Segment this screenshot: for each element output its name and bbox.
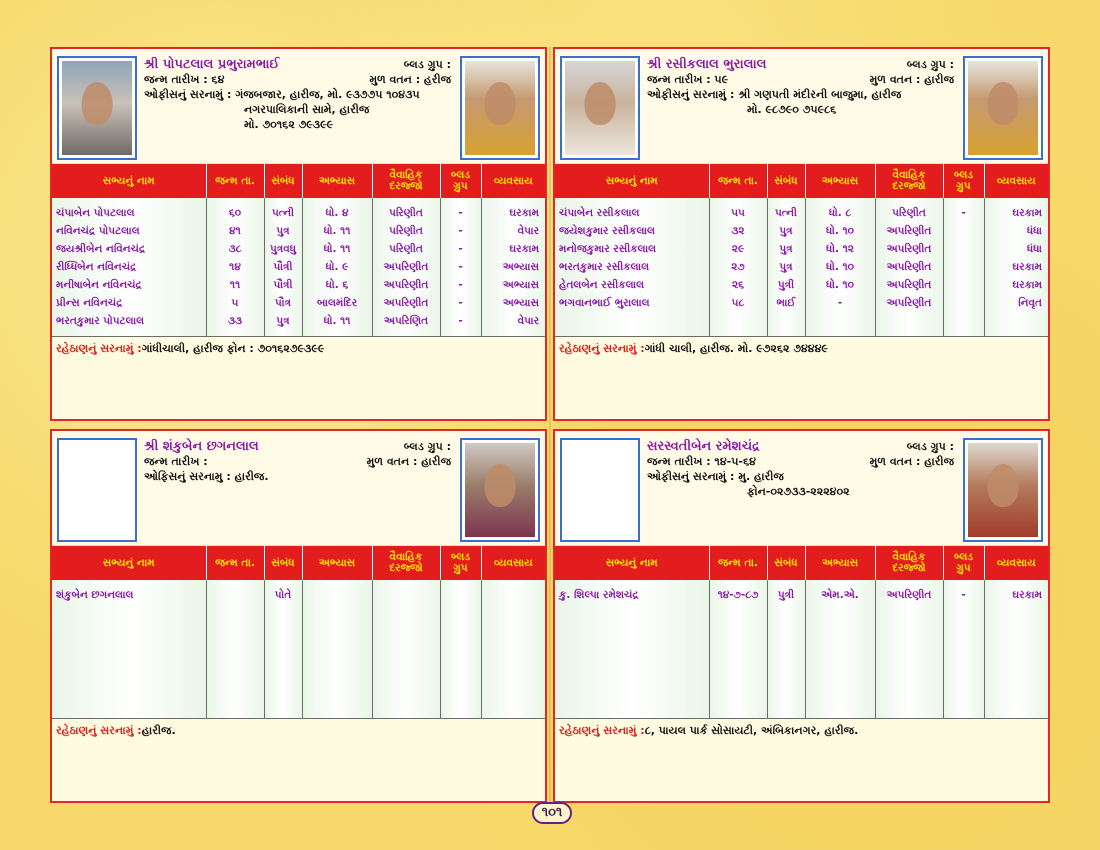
col-occupation: વ્યવસાય <box>984 546 1048 580</box>
blood-group-label: બ્લડ ગ્રુપ : <box>403 440 451 453</box>
col-education: અભ્યાસ <box>302 546 372 580</box>
table-row <box>52 222 545 240</box>
member-occupation: અભ્યાસ <box>481 294 545 312</box>
member-occupation: ઘરકામ <box>984 204 1048 222</box>
residence-address <box>52 719 545 743</box>
head-name: શ્રી શંકુબેન છગનલાલ <box>144 439 259 454</box>
member-age <box>206 586 264 604</box>
residence-address-label: રહેઠાણનું સરનામું : <box>56 724 142 737</box>
member-name: રીધ્ધિબેન નવિનચંદ્ર <box>52 258 206 276</box>
member-blood: - <box>440 204 481 222</box>
member-age: ૧૪ <box>206 258 264 276</box>
member-marital: અપરિણીત <box>875 294 943 312</box>
member-occupation: ધંધા <box>984 240 1048 258</box>
member-blood <box>943 258 984 276</box>
card-header <box>555 49 1048 164</box>
member-marital: અપરિણીત <box>875 276 943 294</box>
col-marital-status: વૈવાહિક દરજ્જો <box>372 546 440 580</box>
member-blood: - <box>943 586 984 604</box>
page-spine <box>549 47 551 804</box>
member-relation: પુત્રી <box>767 586 805 604</box>
member-age: ૨૭ <box>709 258 767 276</box>
member-education: ધો. ૬ <box>302 276 372 294</box>
head-photo <box>57 56 137 160</box>
member-relation: પત્ની <box>264 204 302 222</box>
member-age: ૬૦ <box>206 204 264 222</box>
member-blood <box>943 240 984 258</box>
residence-address-value: હારીજ. <box>141 724 176 737</box>
member-relation: પૌત્રી <box>264 276 302 294</box>
office-address-line: ઓફીસનું સરનામું : ગંજબજાર, હારીજ, મો. ૯૩૭૭૫ ૧૦૪૩૫ <box>144 88 420 101</box>
residence-address-value: ગાંધી ચાલી, હારીજ. મો. ૯૭૨૬૨ ૭૪૪૪૯ <box>644 342 828 355</box>
col-occupation: વ્યવસાય <box>481 546 545 580</box>
members-table-area <box>555 164 1048 337</box>
col-marital-status: વૈવાહિક દરજ્જો <box>372 164 440 198</box>
blood-group-label: બ્લડ ગ્રુપ : <box>403 58 451 71</box>
family-card-2 <box>553 47 1050 421</box>
member-marital: પરિણીત <box>372 204 440 222</box>
member-age: ૩૨ <box>709 222 767 240</box>
member-relation: ભાઈ <box>767 294 805 312</box>
members-table <box>555 546 1048 719</box>
member-marital: પરિણીત <box>875 204 943 222</box>
table-row <box>555 222 1048 240</box>
member-occupation <box>481 586 545 604</box>
office-address-line: મો. ૯૮૭૯૦ ૭૫૯૮૬ <box>747 103 837 116</box>
residence-address <box>52 337 545 361</box>
member-marital: અપરિણીત <box>372 294 440 312</box>
col-birth-date: જન્મ તા. <box>206 546 264 580</box>
member-blood <box>943 294 984 312</box>
member-education: ધો. ૧૦ <box>805 276 875 294</box>
member-education: એમ.એ. <box>805 586 875 604</box>
blood-group-label: બ્લડ ગ્રુપ : <box>906 440 954 453</box>
member-marital: અપરિણીત <box>875 240 943 258</box>
member-blood: - <box>440 312 481 330</box>
member-name: જયેશકુમાર રસીકલાલ <box>555 222 709 240</box>
table-row <box>52 276 545 294</box>
member-occupation: વેપાર <box>481 222 545 240</box>
member-marital: અપરિણીત <box>875 222 943 240</box>
member-blood: - <box>943 204 984 222</box>
birth-date: જન્મ તારીખ : ૬૪ <box>144 73 225 86</box>
member-blood: - <box>440 276 481 294</box>
residence-address <box>555 719 1048 743</box>
col-blood-group: બ્લડ ગ્રુપ <box>440 546 481 580</box>
residence-address-value: ગાંધીચાલી, હારીજ ફોન : ૭૦૧૬૨૭૯૩૯૯ <box>141 342 325 355</box>
member-name: હેતલબેન રસીકલાલ <box>555 276 709 294</box>
member-occupation: ઘરકામ <box>984 276 1048 294</box>
table-row <box>52 258 545 276</box>
member-age: ૨૬ <box>709 276 767 294</box>
col-relation: સંબંધ <box>767 164 805 198</box>
birth-date: જન્મ તારીખ : ૫૯ <box>647 73 729 86</box>
members-table-area <box>52 546 545 719</box>
member-education: ધો. ૮ <box>805 204 875 222</box>
member-occupation: ઘરકામ <box>481 204 545 222</box>
member-education: ધો. ૪ <box>302 204 372 222</box>
member-name: ભરતકુમાર પોપટલાલ <box>52 312 206 330</box>
residence-address-value: ૮, પાયલ પાર્ક સોસાયટી, અંબિકાનગર, હારીજ. <box>644 724 859 737</box>
col-occupation: વ્યવસાય <box>481 164 545 198</box>
member-occupation: વેપાર <box>481 312 545 330</box>
members-table-area <box>555 546 1048 719</box>
col-member-name: સભ્યનું નામ <box>52 164 206 198</box>
member-relation: પુત્ર <box>264 222 302 240</box>
members-table <box>52 546 545 719</box>
page-number: ૧૦૧ <box>532 802 572 824</box>
residence-address-label: રહેઠાણનું સરનામું : <box>56 342 142 355</box>
col-marital-status: વૈવાહિક દરજ્જો <box>875 164 943 198</box>
family-card-3 <box>50 429 547 803</box>
member-education: ધો. ૧૧ <box>302 312 372 330</box>
col-birth-date: જન્મ તા. <box>206 164 264 198</box>
member-education <box>302 586 372 604</box>
col-occupation: વ્યવસાય <box>984 164 1048 198</box>
member-occupation: અભ્યાસ <box>481 276 545 294</box>
birth-date: જન્મ તારીખ : <box>144 455 208 468</box>
member-marital: અપરિણીત <box>372 276 440 294</box>
member-age: ૫૫ <box>709 204 767 222</box>
member-relation: પુત્ર <box>767 258 805 276</box>
table-row <box>52 586 545 604</box>
member-age: ૪૧ <box>206 222 264 240</box>
members-table <box>52 164 545 337</box>
members-table-area <box>52 164 545 337</box>
member-relation: પુત્ર <box>767 240 805 258</box>
member-education: ધો. ૧૨ <box>805 240 875 258</box>
member-blood <box>943 222 984 240</box>
head-info <box>144 57 451 132</box>
table-row <box>52 204 545 222</box>
head-name: શ્રી રસીકલાલ ભુરાલાલ <box>647 57 767 72</box>
member-name: મનોજકુમાર રસીકલાલ <box>555 240 709 258</box>
family-card-4 <box>553 429 1050 803</box>
member-occupation: અભ્યાસ <box>481 258 545 276</box>
member-relation: પત્ની <box>767 204 805 222</box>
native-place: મુળ વતન : હારીજ <box>366 455 451 468</box>
member-education: ધો. ૯ <box>302 258 372 276</box>
head-info <box>647 439 954 499</box>
col-member-name: સભ્યનું નામ <box>555 546 709 580</box>
member-name: નવિનચંદ્ર પોપટલાલ <box>52 222 206 240</box>
member-name: ભરતકુમાર રસીકલાલ <box>555 258 709 276</box>
member-age: ૫ <box>206 294 264 312</box>
member-relation: પોતે <box>264 586 302 604</box>
member-name: જયશ્રીબેન નવિનચંદ્ર <box>52 240 206 258</box>
spouse-photo <box>963 56 1043 160</box>
card-header <box>52 49 545 164</box>
col-birth-date: જન્મ તા. <box>709 546 767 580</box>
member-occupation: ધંધા <box>984 222 1048 240</box>
head-name: શ્રી પોપટલાલ પ્રભુરામભાઈ <box>144 57 280 72</box>
member-name: શંકુબેન છગનલાલ <box>52 586 206 604</box>
member-education: ધો. ૧૧ <box>302 222 372 240</box>
member-name: ભગવાનભાઈ ભુરાલાલ <box>555 294 709 312</box>
table-row <box>52 240 545 258</box>
member-education: - <box>805 294 875 312</box>
member-relation: પુત્ર <box>264 312 302 330</box>
card-header <box>555 431 1048 546</box>
native-place: મુળ વતન : હારીજ <box>869 73 954 86</box>
col-education: અભ્યાસ <box>805 164 875 198</box>
office-address-line: ઓફિસનું સરનામુ : હારીજ. <box>144 470 269 483</box>
member-name: પ્રીન્સ નવિનચંદ્ર <box>52 294 206 312</box>
table-row <box>555 240 1048 258</box>
member-blood <box>943 276 984 294</box>
member-marital: અપરિણિત <box>372 312 440 330</box>
member-relation: પુત્ર <box>767 222 805 240</box>
head-info <box>647 57 954 117</box>
member-age: ૩૩ <box>206 312 264 330</box>
member-occupation: ઘરકામ <box>481 240 545 258</box>
office-address-line: મો. ૭૦૧૬૨ ૭૯૩૯૯ <box>244 118 334 131</box>
native-place: મુળ વતન : હરીજ <box>369 73 451 86</box>
member-relation: પુત્રી <box>767 276 805 294</box>
spouse-photo <box>460 56 540 160</box>
member-birth-date: ૧૪-૭-૮૭ <box>709 586 767 604</box>
member-blood <box>440 586 481 604</box>
member-occupation: ઘરકામ <box>984 258 1048 276</box>
head-photo <box>460 438 540 542</box>
blood-group-label: બ્લડ ગ્રુપ : <box>906 58 954 71</box>
office-address-line: ફોન-૦૨૭૩૩-૨૨૨૪૦૨ <box>747 485 850 498</box>
member-marital <box>372 586 440 604</box>
member-education: ધો. ૧૦ <box>805 222 875 240</box>
col-education: અભ્યાસ <box>805 546 875 580</box>
table-row <box>52 312 545 330</box>
head-photo-placeholder <box>57 438 137 542</box>
member-age: ૨૯ <box>709 240 767 258</box>
head-photo <box>963 438 1043 542</box>
member-blood: - <box>440 240 481 258</box>
member-blood: - <box>440 258 481 276</box>
member-name: કુ. શિલ્પા રમેશચંદ્ર <box>555 586 709 604</box>
residence-address-label: રહેઠાણનું સરનામું : <box>559 724 645 737</box>
member-age: ૫૮ <box>709 294 767 312</box>
member-blood: - <box>440 294 481 312</box>
birth-date: જન્મ તારીખ : ૧૪-૫-૬૪ <box>647 455 756 468</box>
table-row <box>555 204 1048 222</box>
residence-address <box>555 337 1048 361</box>
member-marital: અપરિણીત <box>372 258 440 276</box>
card-header <box>52 431 545 546</box>
member-relation: પૌત્ર <box>264 294 302 312</box>
native-place: મુળ વતન : હારીજ <box>869 455 954 468</box>
office-address-line: નગરપાલિકાની સામે, હારીજ <box>244 103 370 116</box>
member-age: ૧૧ <box>206 276 264 294</box>
table-row <box>555 294 1048 312</box>
member-relation: પુત્રવધુ <box>264 240 302 258</box>
member-marital: પરિણીત <box>372 222 440 240</box>
col-birth-date: જન્મ તા. <box>709 164 767 198</box>
member-name: ચંપાબેન પોપટલાલ <box>52 204 206 222</box>
col-blood-group: બ્લડ ગ્રુપ <box>440 164 481 198</box>
col-relation: સંબંધ <box>264 164 302 198</box>
member-education: બાલમંદિર <box>302 294 372 312</box>
office-address-line: ઓફીસનું સરનામું : શ્રી ગણપતી મંદીરની બાજુમા, હારીજ <box>647 88 902 101</box>
col-relation: સંબંધ <box>767 546 805 580</box>
member-marital: અપરિણીત <box>875 258 943 276</box>
col-education: અભ્યાસ <box>302 164 372 198</box>
table-row <box>52 294 545 312</box>
table-row <box>555 276 1048 294</box>
member-marital: અપરિણીત <box>875 586 943 604</box>
col-relation: સંબંધ <box>264 546 302 580</box>
member-occupation: નિવૃત <box>984 294 1048 312</box>
member-education: ધો. ૧૦ <box>805 258 875 276</box>
head-photo <box>560 56 640 160</box>
head-info <box>144 439 451 484</box>
member-name: મનીષાબેન નવિનચંદ્ર <box>52 276 206 294</box>
table-row <box>555 586 1048 604</box>
member-occupation: ઘરકામ <box>984 586 1048 604</box>
col-member-name: સભ્યનું નામ <box>52 546 206 580</box>
head-name: સરસ્વતીબેન રમેશચંદ્ર <box>647 439 760 454</box>
col-marital-status: વૈવાહિક દરજ્જો <box>875 546 943 580</box>
col-blood-group: બ્લડ ગ્રુપ <box>943 546 984 580</box>
member-marital: પરિણીત <box>372 240 440 258</box>
col-blood-group: બ્લડ ગ્રુપ <box>943 164 984 198</box>
residence-address-label: રહેઠાણનું સરનામું : <box>559 342 645 355</box>
member-age: ૩૮ <box>206 240 264 258</box>
members-table <box>555 164 1048 337</box>
office-address-line: ઓફીસનું સરનામું : મુ. હારીજ <box>647 470 784 483</box>
member-blood: - <box>440 222 481 240</box>
member-education: ધો. ૧૧ <box>302 240 372 258</box>
table-row <box>555 258 1048 276</box>
col-member-name: સભ્યનું નામ <box>555 164 709 198</box>
member-relation: પૌત્રી <box>264 258 302 276</box>
member-name: ચંપાબેન રસીકલાલ <box>555 204 709 222</box>
head-photo-placeholder <box>560 438 640 542</box>
family-card-1 <box>50 47 547 421</box>
